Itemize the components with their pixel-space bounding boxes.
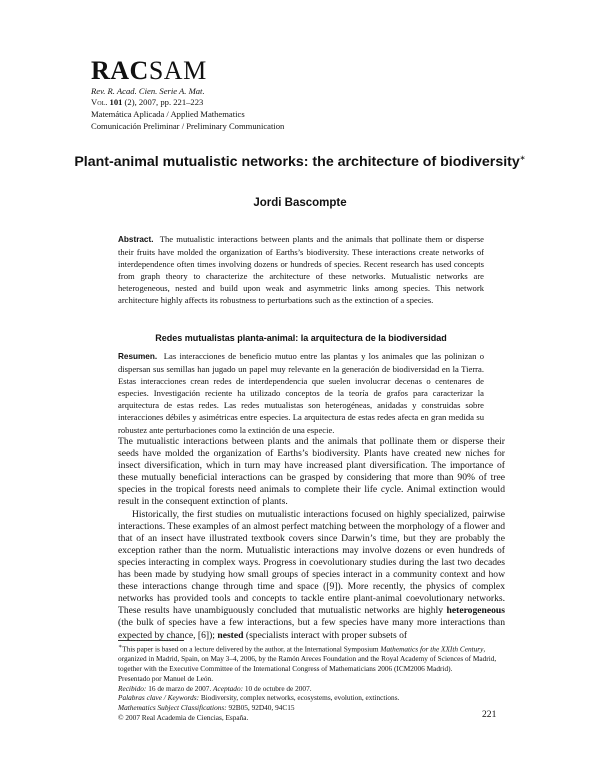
footnotes xyxy=(118,643,508,723)
footnote-copyright: © 2007 Real Academia de Ciencias, España. xyxy=(118,713,249,722)
author-name: Jordi Bascompte xyxy=(253,197,347,209)
abstract-label: Abstract. xyxy=(118,235,154,244)
abstract-english: Abstract. The mutualistic interactions between plants and the animals that pollinate them or disperse their fruits have molded the organization of Earths’s biodiversity. These interactions create networks of interdependence often times involving dozens or hundreds of species. Recent research has used concepts from graph theory to characterize the architecture of these networks. Mutualistic networks are heterogeneous, nested and build upon weak and asymmetric links among species. This network architecture highly affects its robustness to perturbations such as the extinction of a species. xyxy=(118,234,484,306)
journal-section: Matemática Aplicada / Applied Mathematics xyxy=(91,109,245,119)
paper-title: Plant-animal mutualistic networks: the architecture of biodiversity∗ xyxy=(74,154,526,170)
abstract-spanish: Resumen. Las interacciones de beneficio mutuo entre las plantas y los animales que las polinizan o dispersan sus semillas han jugado un papel muy relevante en la generación de biodiversidad en la Tierra. Estas interacciones crean redes de interdependencia que suelen involucrar decenas o centenares de especies. Investigación reciente ha utilizado conceptos de la teoría de grafos para caracterizar la arquitectura de estas redes. Las redes mutualistas son heterogéneas, anidadas y construidas sobre interacciones débiles y asimétricas entre especies. La arquitectura de estas redes afecta en gran medida su robustez ante perturbaciones como la extinción de una especie. xyxy=(118,351,485,435)
journal-article-type: Comunicación Preliminar / Preliminary Communication xyxy=(91,121,285,131)
resumen-label: Resumen. xyxy=(118,352,158,361)
footnote-msc: Mathematics Subject Classifications: 92B05, 92D40, 94C15 xyxy=(118,703,295,713)
footnote-lecture: ∗This paper is based on a lecture delivered by the author, at the International Symposium Mathematics for the XXIth Century, organized in Madrid, Spain, on May 3–4, 2006, by the Ramón Areces Foundation and the Royal Academy of Sciences of Madrid, together with the Executive Committee of the International Congress of Mathematicians 2006 (ICM2006 Madrid). xyxy=(118,644,497,674)
journal-volume: Vol. 101 (2), 2007, pp. 221–223 xyxy=(91,97,204,107)
journal-logo: RACSAM xyxy=(91,56,207,85)
spanish-title: Redes mutualistas planta-animal: la arquitectura de la biodiversidad xyxy=(155,333,447,343)
journal-citation: Rev. R. Acad. Cien. Serie A. Mat. xyxy=(91,86,205,96)
footnote-keywords: Palabras clave / Keywords: Biodiversity, complex networks, ecosystems, evolution, extinctions. xyxy=(118,693,400,703)
footnote-dates: Recibido: 16 de marzo de 2007. Aceptado: 10 de octubre de 2007. xyxy=(118,683,312,693)
body-text xyxy=(118,436,505,642)
body-paragraph-1: The mutualistic interactions between plants and the animals that pollinate them or disperse their seeds have molded the organization of Earths’s biodiversity. Plants have created new niches for insect diversification, which in turn may have increased plant diversification. The importance of these mutually beneficial interactions can be grasped by considering that more than 90% of tree species in the tropical forests need animals to complete their life cycle. Animal extinction would result in the consequent extinction of plants. xyxy=(118,436,505,508)
footnote-rule xyxy=(118,640,184,641)
body-paragraph-2: Historically, the first studies on mutualistic interactions focused on highly specialized, pairwise interactions. These examples of an almost perfect matching between the morphology of a flower and that of an insect have illustrated textbook covers since Darwin’s time, but they are probably the exception rather than the norm. Mutualistic interactions may involve dozens or even hundreds of species interacting in complex ways. Progress in coevolutionary studies during the last two decades has been made by studying how small groups of species interact in a community context and how these interactions change through time and space ([9]). More recently, the physics of complex networks has provided tools and concepts to tackle entire plant-animal coevolutionary networks. These results have unambiguously concluded that mutualistic networks are highly heterogeneous (the bulk of species have a few interactions, but a few species have many more interactions than expected by chance, [6]); nested (specialists interact with proper subsets of xyxy=(118,508,505,641)
page-number: 221 xyxy=(482,709,497,720)
footnote-presented: Presentado por Manuel de León. xyxy=(118,673,214,683)
